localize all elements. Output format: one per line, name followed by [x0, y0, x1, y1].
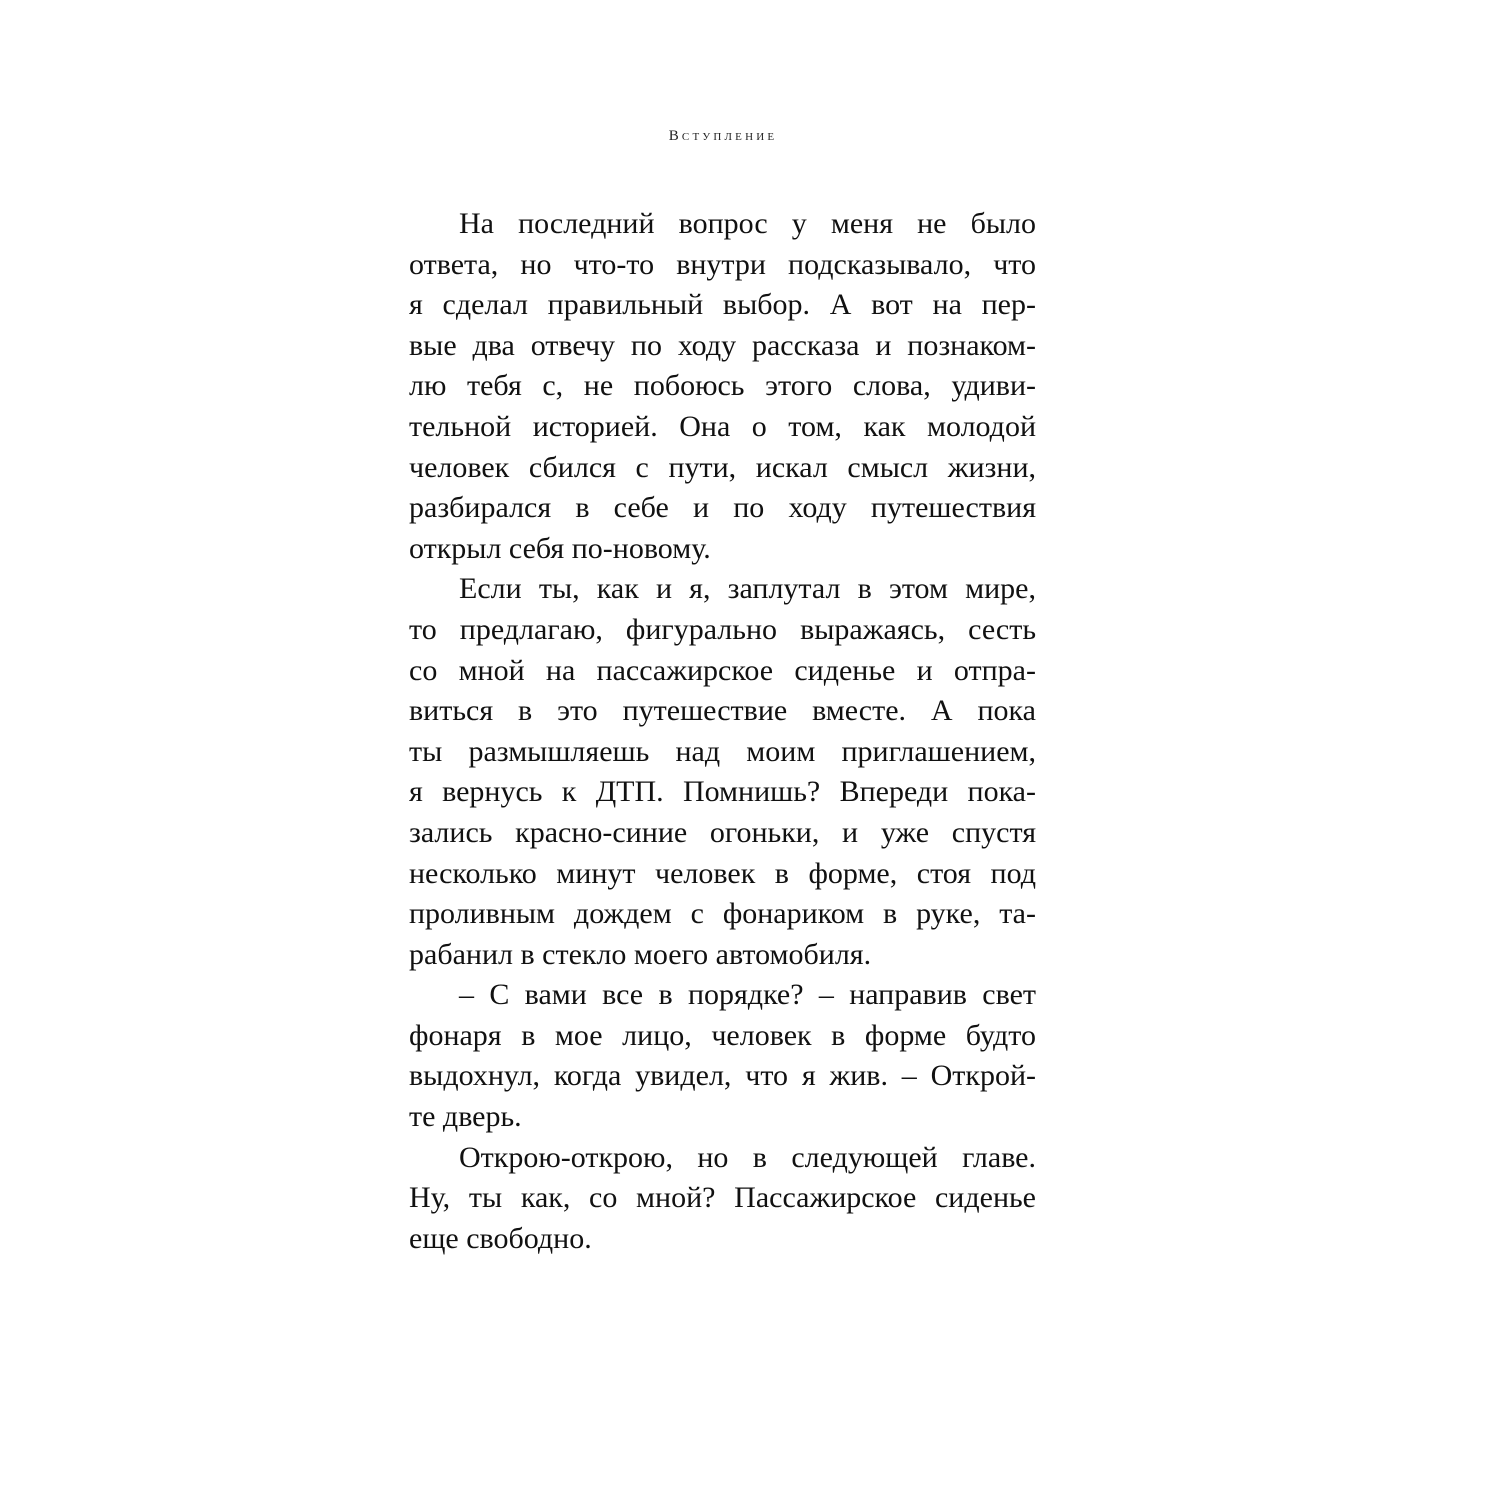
text-line: Если ты, как и я, заплутал в этом мире,: [459, 572, 1036, 606]
text-line: вые два отвечу по ходу рассказа и познаком-: [409, 328, 1036, 362]
text-line: лю тебя с, не побоюсь этого слова, удиви-: [409, 369, 1036, 403]
text-line: На последний вопрос у меня не было: [459, 207, 1036, 240]
text-line: фонаря в мое лицо, человек в форме будто: [409, 1018, 1036, 1052]
running-head: Вступление: [668, 128, 778, 144]
text-line: Открою-открою, но в следующей главе.: [459, 1140, 1036, 1174]
body-text: [409, 204, 1036, 1259]
text-line: виться в это путешествие вместе. А пока: [409, 694, 1036, 728]
text-line: разбирался в себе и по ходу путешествия: [409, 491, 1036, 525]
text-line: ты размышляешь над моим приглашением,: [409, 734, 1036, 768]
text-line: то предлагаю, фигурально выражаясь, сесть: [409, 612, 1036, 646]
text-line: я вернусь к ДТП. Помнишь? Впереди пока-: [409, 775, 1036, 809]
text-line: тельной историей. Она о том, как молодой: [409, 409, 1036, 443]
text-line: – С вами все в порядке? – направив свет: [459, 978, 1036, 1012]
text-line: несколько минут человек в форме, стоя под: [409, 856, 1036, 890]
text-line: проливным дождем с фонариком в руке, та-: [409, 897, 1036, 931]
text-line: я сделал правильный выбор. А вот на пер-: [409, 288, 1036, 322]
text-line: еще свободно.: [409, 1221, 592, 1255]
text-line: зались красно-синие огоньки, и уже спустя: [409, 815, 1036, 849]
text-line: ответа, но что-то внутри подсказывало, что: [409, 247, 1036, 281]
text-line: те дверь.: [409, 1100, 522, 1134]
text-line: со мной на пассажирское сиденье и отпра-: [409, 653, 1036, 687]
text-line: Ну, ты как, со мной? Пассажирское сиденье: [409, 1181, 1036, 1215]
text-line: открыл себя по-новому.: [409, 531, 711, 565]
text-line: рабанил в стекло моего автомобиля.: [409, 937, 872, 971]
text-line: человек сбился с пути, искал смысл жизни,: [409, 450, 1036, 484]
text-line: выдохнул, когда увидел, что я жив. – Открой-: [409, 1059, 1036, 1093]
